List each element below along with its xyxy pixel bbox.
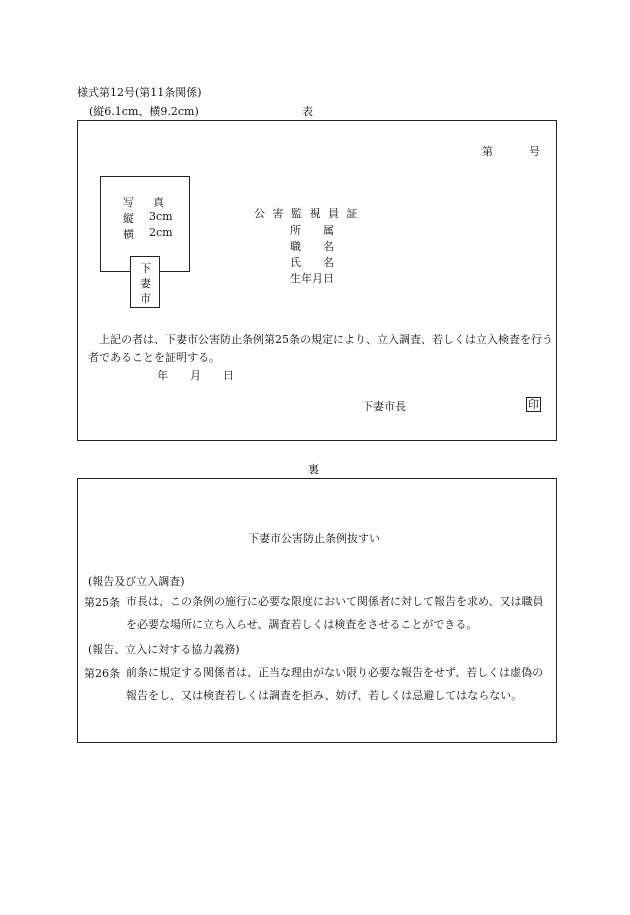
- photo-height-value: 3cm: [149, 210, 173, 223]
- city-stamp-box: [130, 256, 160, 308]
- section1-heading: (報告及び立入調査): [88, 575, 185, 588]
- photo-width-value: 2cm: [149, 226, 173, 239]
- article26-text: [126, 661, 554, 707]
- article25-text: [126, 590, 554, 636]
- article26-number: 第26条: [84, 667, 120, 680]
- photo-label-b: 真: [153, 196, 164, 209]
- field-position: 職 名: [290, 240, 334, 253]
- section2-heading: (報告、立入に対する協力義務): [88, 643, 240, 656]
- number-suffix: 号: [529, 145, 540, 158]
- size-note: (縦6.1cm、横9.2cm): [89, 105, 199, 118]
- photo-height-label: 縦: [123, 212, 134, 225]
- field-birthdate: 生年月日: [290, 272, 334, 285]
- front-label: 表: [302, 105, 313, 118]
- stamp-char-2: 妻: [140, 277, 151, 290]
- field-name: 氏 名: [290, 256, 334, 269]
- certification-statement: 上記の者は、下妻市公害防止条例第25条の規定により、立入調査、若しくは立入検査を行う者であることを証明する。: [88, 333, 553, 364]
- field-affiliation: 所 属: [290, 224, 334, 237]
- number-prefix: 第: [482, 145, 493, 158]
- issuer: 下妻市長: [362, 400, 406, 413]
- article25-body: 市長は、この条例の施行に必要な限度において関係者に対して報告を求め、又は職員を必要な場所に立ち入らせ、調査若しくは検査をさせることができる。: [126, 595, 544, 631]
- form-number: 様式第12号(第11条関係): [77, 86, 202, 99]
- stamp-char-1: 下: [140, 262, 151, 275]
- photo-width-label: 横: [123, 228, 134, 241]
- certificate-title: 公 害 監 視 員 証: [254, 207, 360, 220]
- back-label: 裏: [308, 463, 319, 476]
- article25-number: 第25条: [84, 596, 120, 609]
- article26-body: 前条に規定する関係者は、正当な理由がない限り必要な報告をせず、若しくは虚偽の報告をし、又は検査若しくは調査を拒み、妨げ、若しくは忌避してはならない。: [126, 666, 544, 702]
- front-card: [77, 120, 557, 441]
- photo-label-a: 写: [123, 196, 134, 209]
- stamp-char-3: 市: [140, 292, 151, 305]
- back-card: [77, 478, 557, 743]
- date-line: 年 月 日: [157, 369, 234, 382]
- excerpt-title: 下妻市公害防止条例抜すい: [248, 532, 380, 545]
- seal-mark: 印: [528, 398, 539, 411]
